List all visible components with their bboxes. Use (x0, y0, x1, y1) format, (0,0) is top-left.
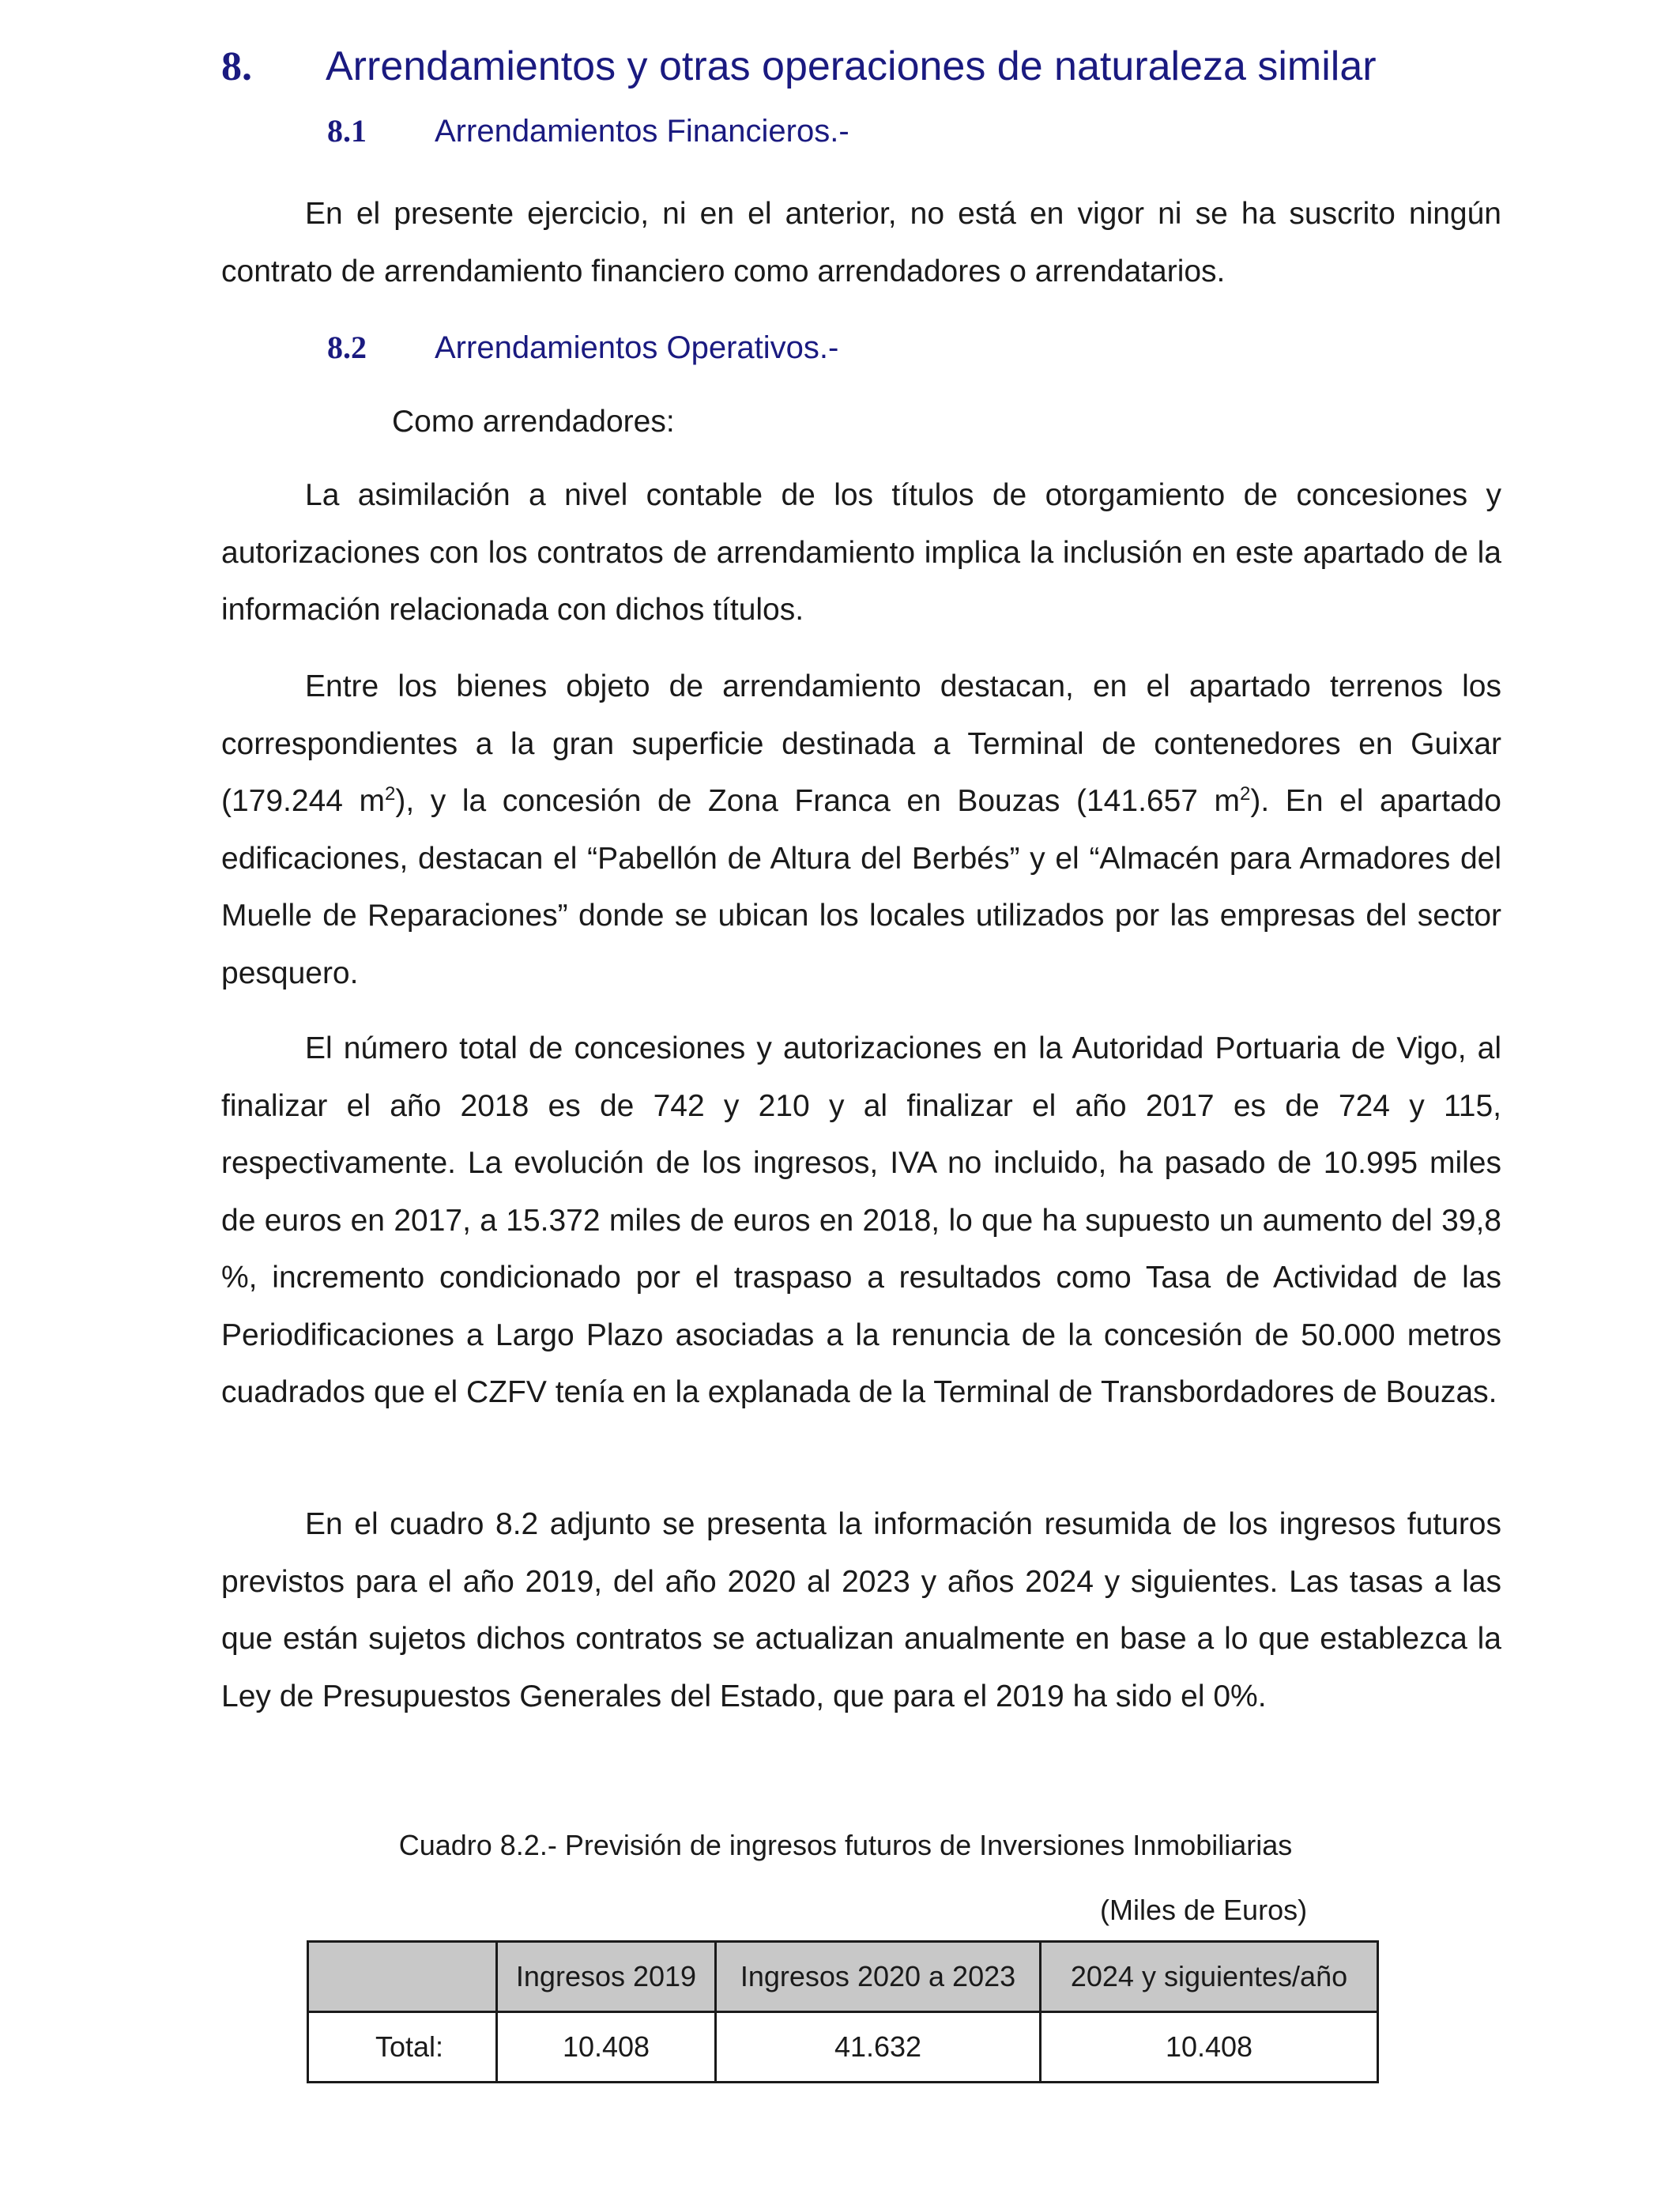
table-row-label: Total: (308, 2012, 497, 2083)
subsection-title: Arrendamientos Financieros.- (435, 114, 849, 149)
table-header-cell (308, 1942, 497, 2012)
subsection-number: 8.2 (327, 330, 367, 365)
table-header-cell: 2024 y siguientes/año (1041, 1942, 1378, 2012)
superscript: 2 (1240, 783, 1251, 805)
paragraph-asimilacion: La asimilación a nivel contable de los títulos de otorgamiento de concesiones y autorizaciones con los contratos de arrendamiento implica la inclusión en este apartado de la información relacionada con dichos títulos. (221, 478, 1501, 627)
paragraph-numero-concesiones: El número total de concesiones y autorizaciones en la Autoridad Portuaria de Vigo, al finalizar el año 2018 es de 742 y 210 y al finalizar el año 2017 es de 724 y 115, respectivamente. La evolución de los ingresos, IVA no incluido, ha pasado de 10.995 miles de euros en 2017, a 15.372 miles de euros en 2018, lo que ha supuesto un aumento del 39,8 %, incremento condicionado por el traspaso a resultados como Tasa de Actividad de las Periodificaciones a Largo Plazo asociadas a la renuncia de la concesión de 50.000 metros cuadrados que el CZFV tenía en la explanada de la Terminal de Transbordadores de Bouzas. (221, 1031, 1501, 1409)
section-number: 8. (221, 44, 252, 89)
table-units: (Miles de Euros) (1100, 1894, 1308, 1926)
table-header-cell: Ingresos 2020 a 2023 (716, 1942, 1041, 2012)
table-cell: 10.408 (1041, 2012, 1378, 2083)
table-header-row (308, 1942, 1378, 2012)
paragraph-bienes-part2: ), y la concesión de Zona Franca en Bouzas (141.657 m (395, 784, 1241, 818)
section-title: Arrendamientos y otras operaciones de naturaleza similar (326, 43, 1377, 89)
paragraph-bienes (221, 658, 1501, 1002)
subsection-heading-8-2 (327, 328, 838, 368)
subsection-title: Arrendamientos Operativos.- (435, 330, 839, 365)
table-header-cell: Ingresos 2019 (497, 1942, 716, 2012)
table-cell: 41.632 (716, 2012, 1041, 2083)
superscript: 2 (385, 783, 396, 805)
table-row (308, 2012, 1378, 2083)
table-caption: Cuadro 8.2.- Previsión de ingresos futuros de Inversiones Inmobiliarias (398, 1829, 1293, 1861)
paragraph-bienes-part1: Entre los bienes objeto de arrendamiento destacan, en el apartado terrenos los correspondientes a la gran superficie destinada a Terminal de contenedores en Guixar (179.244 m (221, 669, 1501, 818)
section-heading (221, 41, 1377, 92)
subsection-heading-8-1 (327, 111, 849, 151)
paragraph-cuadro: En el cuadro 8.2 adjunto se presenta la información resumida de los ingresos futuros previstos para el año 2019, del año 2020 al 2023 y años 2024 y siguientes. Las tasas a las que están sujetos dichos contratos se actualizan anualmente en base a lo que establezca la Ley de Presupuestos Generales del Estado, que para el 2019 ha sido el 0%. (221, 1507, 1501, 1713)
income-forecast-table (307, 1940, 1379, 2083)
paragraph-financieros: En el presente ejercicio, ni en el anterior, no está en vigor ni se ha suscrito ningún contrato de arrendamiento financiero como arrendadores o arrendatarios. (221, 197, 1501, 288)
como-arrendadores-label: Como arrendadores: (392, 405, 675, 439)
paragraph-bienes-part3: ). En el apartado edificaciones, destacan el “Pabellón de Altura del Berbés” y el “Almacén para Armadores del Muelle de Reparaciones” donde se ubican los locales utilizados por las empresas del sector pesquero. (221, 784, 1501, 990)
table-cell: 10.408 (497, 2012, 716, 2083)
subsection-number: 8.1 (327, 113, 367, 149)
